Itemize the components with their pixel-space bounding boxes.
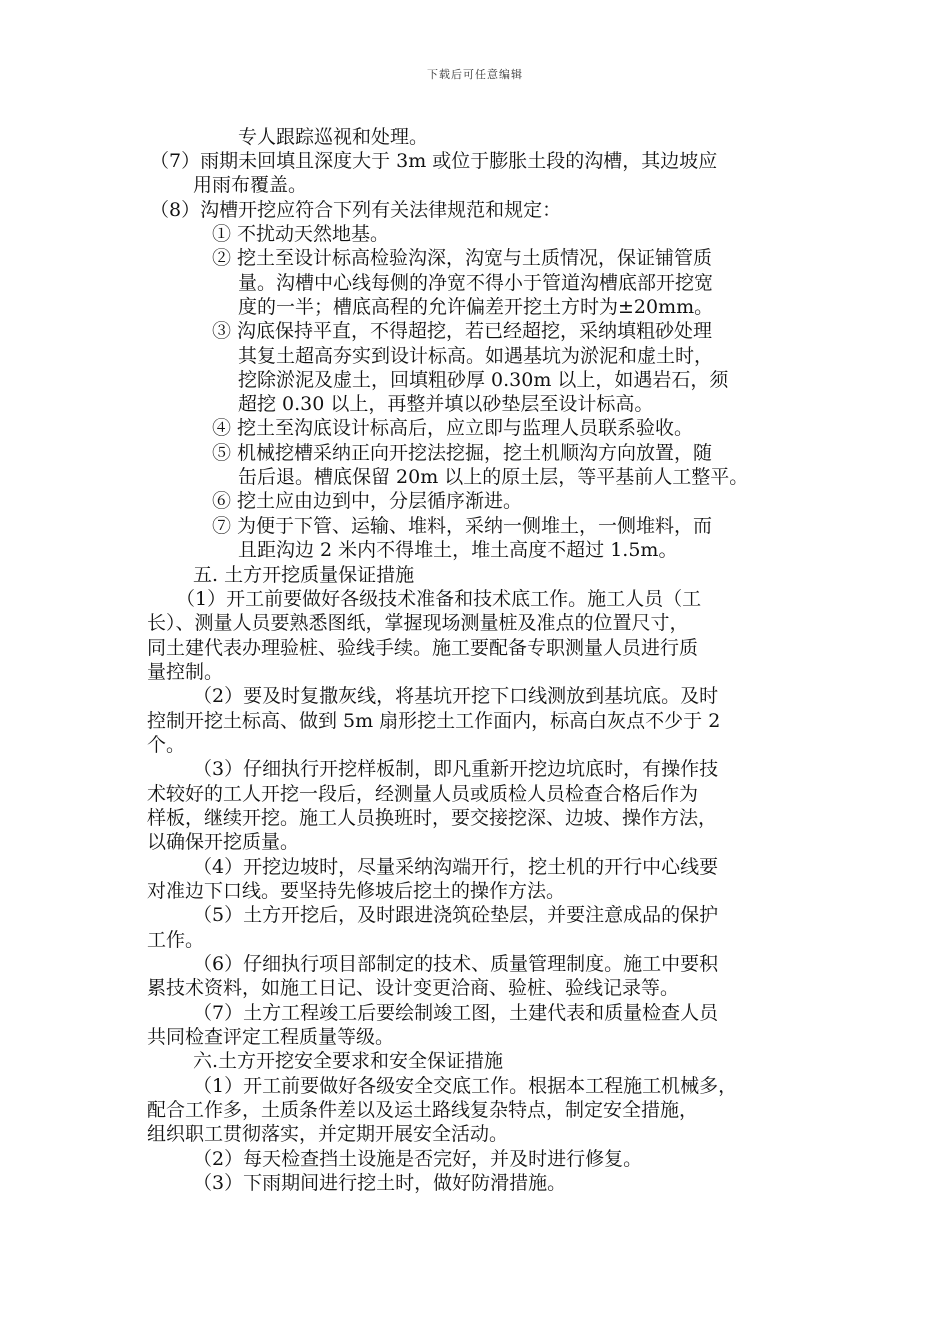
- text-line: 样板，继续开挖。施工人员换班时，要交接挖深、边坡、操作方法，: [147, 807, 718, 829]
- text-line: 组织职工贯彻落实，并定期开展安全活动。: [147, 1123, 509, 1145]
- text-line: 其复土超高夯实到设计标高。如遇基坑为淤泥和虚土时，: [238, 345, 714, 367]
- text-line: 个。: [147, 734, 186, 756]
- text-line: ⑥ 挖土应由边到中，分层循序渐进。: [212, 490, 523, 512]
- text-line: 长）、测量人员要熟悉图纸，掌握现场测量桩及准点的位置尺寸，: [147, 612, 689, 634]
- text-line: （1）开工前要做好各级技术准备和技术底工作。施工人员（工: [176, 588, 702, 610]
- page-header: 下载后可任意编辑: [427, 68, 523, 81]
- text-line: （6）仔细执行项目部制定的技术、质量管理制度。施工中要积: [193, 953, 719, 975]
- text-line: （7）土方工程竣工后要绘制竣工图，土建代表和质量检查人员: [193, 1002, 719, 1024]
- text-line: ④ 挖土至沟底设计标高后，应立即与监理人员联系验收。: [212, 417, 694, 439]
- text-line: 缶后退。槽底保留 20m 以上的原土层，等平基前人工整平。: [238, 466, 749, 488]
- text-line: 量控制。: [147, 661, 224, 683]
- text-line: ③ 沟底保持平直，不得超挖，若已经超挖，采纳填粗砂处理: [212, 320, 713, 342]
- text-line: 共同检查评定工程质量等级。: [147, 1026, 395, 1048]
- text-line: 对准边下口线。要坚持先修坡后挖土的操作方法。: [147, 880, 566, 902]
- section-heading: 六.土方开挖安全要求和安全保证措施: [193, 1050, 504, 1072]
- text-line: （2）要及时复撒灰线，将基坑开挖下口线测放到基坑底。及时: [193, 685, 719, 707]
- text-line: （8）沟槽开挖应符合下列有关法律规范和规定：: [150, 199, 562, 221]
- text-line: （2）每天检查挡土设施是否完好，并及时进行修复。: [193, 1148, 643, 1170]
- text-line: ② 挖土至设计标高检验沟深，沟宽与土质情况，保证铺管质: [212, 247, 713, 269]
- text-line: （4）开挖边坡时，尽量采纳沟端开行，挖土机的开行中心线要: [193, 856, 719, 878]
- text-line: 控制开挖土标高、做到 5m 扇形挖土工作面内，标高白灰点不少于 2: [147, 710, 721, 732]
- text-line: ⑤ 机械挖槽采纳正向开挖法挖掘，挖土机顺沟方向放置，随: [212, 442, 713, 464]
- section-heading: 五. 土方开挖质量保证措施: [193, 564, 415, 586]
- text-line: ⑦ 为便于下管、运输、堆料，采纳一侧堆土，一侧堆料，而: [212, 515, 713, 537]
- text-line: 同土建代表办理验桩、验线手续。施工要配备专职测量人员进行质: [147, 637, 699, 659]
- text-line: 工作。: [147, 929, 205, 951]
- text-line: 以确保开挖质量。: [147, 831, 300, 853]
- text-line: 挖除淤泥及虚土，回填粗砂厚 0.30m 以上，如遇岩石，须: [238, 369, 729, 391]
- text-line: （3）仔细执行开挖样板制，即凡重新开挖边坑底时，有操作技: [193, 758, 719, 780]
- text-line: （3）下雨期间进行挖土时，做好防滑措施。: [193, 1172, 567, 1194]
- text-line: 累技术资料，如施工日记、设计变更洽商、验桩、验线记录等。: [147, 977, 680, 999]
- text-line: 度的一半；槽底高程的允许偏差开挖土方时为±20mm。: [238, 296, 714, 318]
- text-line: （7）雨期未回填且深度大于 3m 或位于膨胀土段的沟槽，其边坡应: [150, 150, 718, 172]
- text-line: 用雨布覆盖。: [193, 174, 308, 196]
- text-line: 专人跟踪巡视和处理。: [238, 126, 429, 148]
- text-line: 量。沟槽中心线每侧的净宽不得小于管道沟槽底部开挖宽: [238, 272, 714, 294]
- text-line: 且距沟边 2 米内不得堆土，堆土高度不超过 1.5m。: [238, 539, 678, 561]
- text-line: 术较好的工人开挖一段后，经测量人员或质检人员检查合格后作为: [147, 783, 699, 805]
- text-line: （5）土方开挖后，及时跟进浇筑砼垫层，并要注意成品的保护: [193, 904, 719, 926]
- text-line: （1）开工前要做好各级安全交底工作。根据本工程施工机械多，: [193, 1075, 738, 1097]
- text-line: ① 不扰动天然地基。: [212, 223, 390, 245]
- text-line: 配合工作多，土质条件差以及运土路线复杂特点，制定安全措施，: [147, 1099, 699, 1121]
- text-line: 超挖 0.30 以上，再整并填以砂垫层至设计标高。: [238, 393, 654, 415]
